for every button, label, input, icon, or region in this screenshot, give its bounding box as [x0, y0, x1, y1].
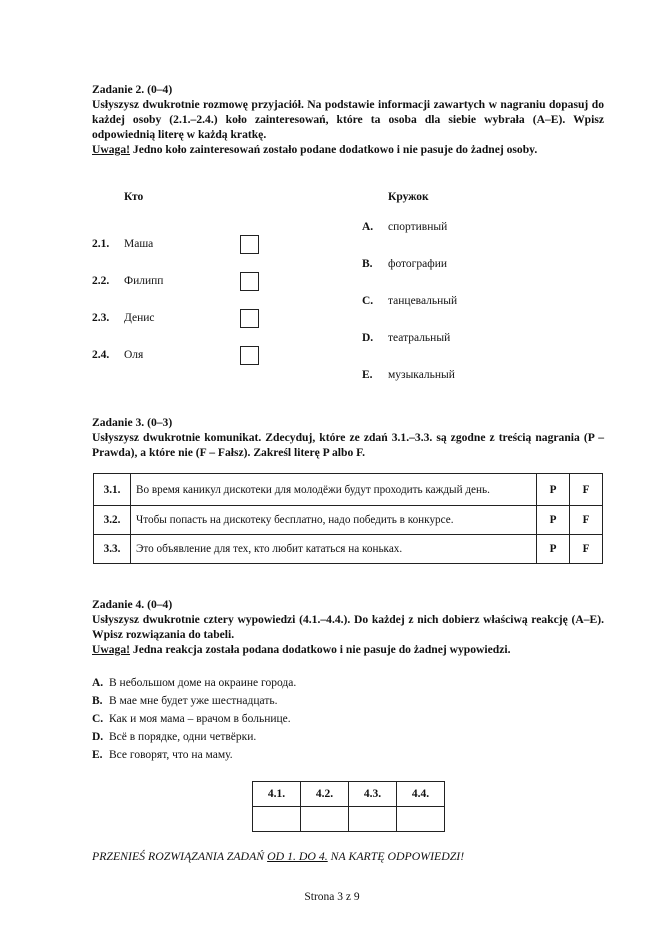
- person-number: 2.3.: [92, 312, 110, 324]
- option-letter: A.: [92, 677, 104, 689]
- option-text: В мае мне будет уже шестнадцать.: [109, 695, 278, 707]
- task4-header: [92, 597, 604, 657]
- task3-instruction: Usłyszysz dwukrotnie komunikat. Zdecyduj, które ze zdań 3.1.–3.3. są zgodne z treścią nagrania (P – Prawda), a które nie (F – Fałsz). Zakreśl literę P albo F.: [92, 431, 604, 459]
- choice-p[interactable]: P: [537, 474, 570, 506]
- task3-title: Zadanie 3. (0–3): [92, 416, 173, 429]
- person-number: 2.4.: [92, 349, 110, 361]
- task4-title: Zadanie 4. (0–4): [92, 598, 173, 611]
- answer-cell-4-3[interactable]: [349, 807, 397, 832]
- choice-f[interactable]: F: [570, 535, 603, 564]
- answer-cell-4-2[interactable]: [301, 807, 349, 832]
- answer-header: 4.2.: [301, 782, 349, 807]
- option-letter: D.: [362, 332, 374, 344]
- answer-box-2-2[interactable]: [240, 272, 259, 291]
- person-name: Филипп: [124, 275, 164, 287]
- column-header-club: Кружок: [388, 191, 429, 203]
- task2-instruction: Usłyszysz dwukrotnie rozmowę przyjaciół. Na podstawie informacji zawartych w nagraniu dopasuj do każdej osoby (2.1.–2.4.) koło zainteresowań, które ta osoba dla siebie wybrała (A–E). Wpisz odpowiednią literę w każdą kratkę.: [92, 98, 604, 141]
- answer-header: 4.1.: [253, 782, 301, 807]
- option-letter: D.: [92, 731, 104, 743]
- option-letter: B.: [362, 258, 373, 270]
- task2-header: [92, 82, 604, 157]
- option-text: Все говорят, что на маму.: [109, 749, 233, 761]
- task2-title: Zadanie 2. (0–4): [92, 83, 173, 96]
- statement-number: 3.3.: [94, 535, 131, 564]
- task2-warning-text: Jedno koło zainteresowań zostało podane dodatkowo i nie pasuje do żadnej osoby.: [130, 143, 538, 156]
- person-name: Денис: [124, 312, 155, 324]
- answer-cell-4-1[interactable]: [253, 807, 301, 832]
- table-row: [253, 782, 445, 807]
- option-letter: B.: [92, 695, 103, 707]
- statement-text: Чтобы попасть на дискотеку бесплатно, надо победить в конкурсе.: [131, 506, 537, 535]
- option-text: Как и моя мама – врачом в больнице.: [109, 713, 291, 725]
- note-range: OD 1. DO 4.: [267, 849, 328, 863]
- option-text: Всё в порядке, одни четвёрки.: [109, 731, 257, 743]
- table-row: [94, 535, 603, 564]
- statement-text: Во время каникул дискотеки для молодёжи будут проходить каждый день.: [131, 474, 537, 506]
- option-letter: C.: [92, 713, 104, 725]
- option-text: фотографии: [388, 258, 448, 270]
- person-name: Оля: [124, 349, 144, 361]
- option-text: музыкальный: [388, 369, 455, 381]
- option-letter: E.: [92, 749, 103, 761]
- note-text-end: NA KARTĘ ODPOWIEDZI!: [327, 849, 465, 863]
- statement-number: 3.1.: [94, 474, 131, 506]
- option-text: театральный: [388, 332, 451, 344]
- choice-f[interactable]: F: [570, 474, 603, 506]
- answer-box-2-1[interactable]: [240, 235, 259, 254]
- answer-header: 4.3.: [349, 782, 397, 807]
- choice-p[interactable]: P: [537, 506, 570, 535]
- person-name: Маша: [124, 238, 154, 250]
- choice-f[interactable]: F: [570, 506, 603, 535]
- option-letter: E.: [362, 369, 373, 381]
- answer-box-2-4[interactable]: [240, 346, 259, 365]
- table-row: [94, 506, 603, 535]
- task4-warning-label: Uwaga!: [92, 643, 130, 656]
- column-header-who: Кто: [124, 191, 144, 203]
- option-text: спортивный: [388, 221, 448, 233]
- note-text: PRZENIEŚ ROZWIĄZANIA ZADAŃ: [92, 849, 268, 863]
- answers-table: [252, 781, 445, 832]
- task3-header: [92, 415, 604, 460]
- answer-cell-4-4[interactable]: [397, 807, 445, 832]
- option-text: танцевальный: [388, 295, 458, 307]
- answer-header: 4.4.: [397, 782, 445, 807]
- option-text: В небольшом доме на окраине города.: [109, 677, 297, 689]
- task4-warning-text: Jedna reakcja została podana dodatkowo i nie pasuje do żadnej wypowiedzi.: [130, 643, 511, 656]
- option-letter: A.: [362, 221, 374, 233]
- person-number: 2.1.: [92, 238, 110, 250]
- page-number: Strona 3 z 9: [304, 891, 360, 903]
- true-false-table: [93, 473, 603, 564]
- option-letter: C.: [362, 295, 374, 307]
- table-row: [253, 807, 445, 832]
- task2-warning-label: Uwaga!: [92, 143, 130, 156]
- statement-number: 3.2.: [94, 506, 131, 535]
- task4-instruction: Usłyszysz dwukrotnie cztery wypowiedzi (4.1.–4.4.). Do każdej z nich dobierz właściwą reakcję (A–E). Wpisz rozwiązania do tabeli.: [92, 613, 604, 641]
- transfer-answers-note: [92, 849, 604, 864]
- person-number: 2.2.: [92, 275, 110, 287]
- answer-box-2-3[interactable]: [240, 309, 259, 328]
- choice-p[interactable]: P: [537, 535, 570, 564]
- table-row: [94, 474, 603, 506]
- statement-text: Это объявление для тех, кто любит кататься на коньках.: [131, 535, 537, 564]
